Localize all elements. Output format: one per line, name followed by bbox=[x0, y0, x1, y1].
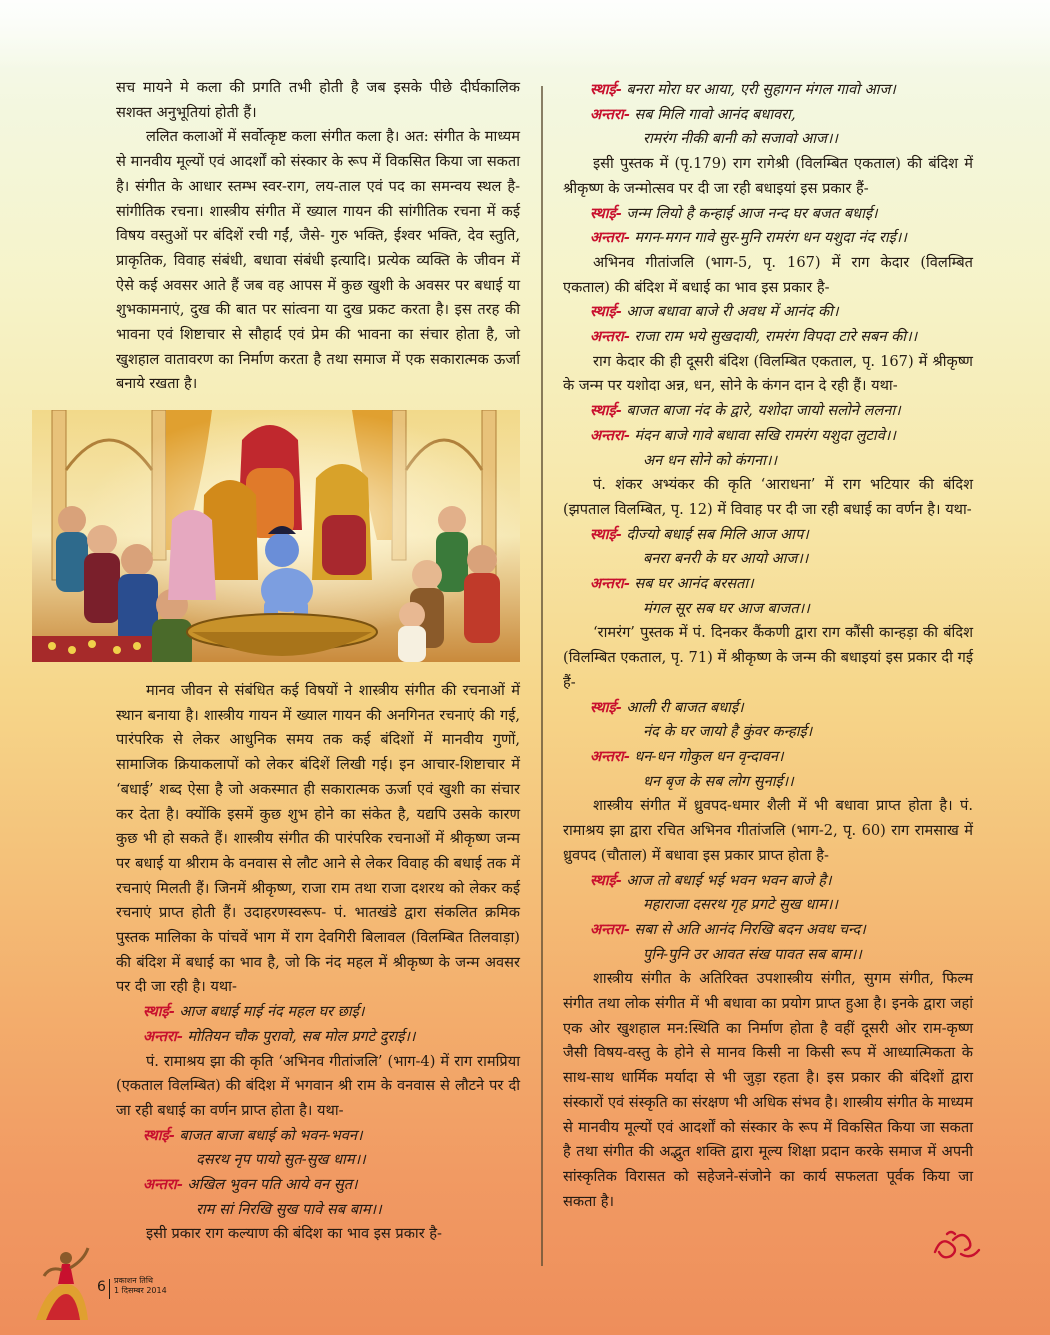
verse-label: स्थाई- bbox=[590, 871, 622, 889]
verse-label: अन्तरा- bbox=[143, 1027, 183, 1045]
verse-line bbox=[116, 1025, 520, 1050]
paragraph: राग केदार की ही दूसरी बंदिश (विलम्बित एकताल, पृ. 167) में श्रीकृष्ण के जन्म पर यशोदा अन्न, धन, सोने के कंगन दान दे रही हैं। यथा- bbox=[563, 352, 973, 395]
verse-line bbox=[563, 696, 973, 721]
verse-line bbox=[563, 893, 973, 918]
verse-label: स्थाई- bbox=[590, 303, 622, 321]
verse-line bbox=[563, 943, 973, 968]
publication-date-label: प्रकाशन तिथि bbox=[114, 1276, 154, 1285]
verse-line bbox=[563, 572, 973, 597]
verse-line bbox=[563, 325, 973, 350]
verse-text: अखिल भुवन पति आये वन सुत। bbox=[187, 1176, 358, 1194]
verse-text: आज बधाई माई नंद महल घर छाई। bbox=[179, 1003, 365, 1021]
verse-text: दीज्यो बधाई सब मिलि आज आप। bbox=[626, 525, 809, 543]
verse-line bbox=[563, 745, 973, 770]
verse-line bbox=[563, 523, 973, 548]
verse-text: धन-धन गोकुल धन वृन्दावन। bbox=[634, 747, 784, 765]
verse-text: धन बृज के सब लोग सुनाई।। bbox=[643, 772, 794, 790]
verse-text: बनरा मोरा घर आया, एरी सुहागन मंगल गावो आज। bbox=[626, 81, 896, 98]
verse-text: राम सां निरखि सुख पावे सब बाम।। bbox=[196, 1200, 382, 1218]
verse-line bbox=[116, 1173, 520, 1198]
verse-line bbox=[563, 127, 973, 152]
verse-label: अन्तरा- bbox=[590, 426, 630, 444]
verse-text: अन धन सोने को कंगना।। bbox=[643, 451, 777, 469]
paragraph: पं. रामाश्रय झा की कृति ‘अभिनव गीतांजलि’ (भाग-4) में राग रामप्रिया (एकताल विलम्बित) की बंदिश में भगवान श्री राम के वनवास से लौटने पर दी जा रही बधाई का वर्णन प्राप्त होता है। यथा- bbox=[116, 1052, 520, 1119]
verse-label: स्थाई- bbox=[590, 81, 622, 98]
dancer-illustration-icon bbox=[22, 1240, 92, 1320]
verse-line bbox=[563, 399, 973, 424]
paragraph: शास्त्रीय संगीत के अतिरिक्त उपशास्त्रीय संगीत, सुगम संगीत, फिल्म संगीत तथा लोक संगीत में भी बधावा का प्रयोग प्राप्त हुआ है। इनके द्वारा जहां एक ओर खुशहाल मन:स्थिति का निर्माण होता है वहीं दूसरी ओर राम-कृष्ण जैसी विषय-वस्तु के होने से मानव किसी ना किसी रूप में आध्यात्मिकता के साथ-साथ धार्मिक मर्यादा से भी जुड़ा रहता है। इस प्रकार की बंदिशों द्वारा संस्कारों एवं संस्कृति का संरक्षण भी अधिक संभव है। शास्त्रीय संगीत के माध्यम से मानवीय मूल्यों एवं आदर्शों को संस्कार के रूप में विकसित किया जा सकता है तथा संगीत की अद्भुत शक्ति द्वारा मूल्य शिक्षा प्रदान करके समाज में अपनी सांस्कृतिक विरासत को सहेजने-संजोने का कार्य सफलता पूर्वक किया जा सकता है। bbox=[563, 970, 973, 1210]
paragraph: ललित कलाओं में सर्वोत्कृष्ट कला संगीत कला है। अत: संगीत के माध्यम से मानवीय मूल्यों एवं आदर्शों को संस्कार के रूप में विकसित किया जा सकता है। संगीत के आधार स्तम्भ स्वर-राग, लय-ताल एवं पद का समन्वय स्थल है- सांगीतिक रचना। शास्त्रीय संगीत में ख्याल गायन की सांगीतिक रचना में कई विषय वस्तुओं पर बंदिशें रची गईं, जैसे- गुरु भक्ति, ईश्वर भक्ति, देव स्तुति, प्राकृतिक, विवाह संबंधी, बधावा संबंधी इत्यादि। प्रत्येक व्यक्ति के जीवन में ऐसे कई अवसर आते हैं जब वह आपस में कुछ खुशी के अवसर पर बधाई या शुभकामनाएं, दुख की बात पर सांत्वना या दुख प्रकट करता है। इस तरह की भावना एवं शिष्टाचार से सौहार्द एवं प्रेम की भावना का संचार होता है, जो खुशहाल वातावरण का निर्माण करता है तथा समाज में एक सकारात्मक ऊर्जा बनाये रखता है। bbox=[116, 128, 520, 393]
verse-line bbox=[116, 1124, 520, 1149]
verse-line bbox=[563, 202, 973, 227]
publication-date-value: 1 दिसम्बर 2014 bbox=[114, 1286, 167, 1295]
column-divider bbox=[541, 86, 543, 1266]
verse-text: पुनि-पुनि उर आवत संख पावत सब बाम।। bbox=[643, 945, 862, 963]
verse-text: महाराजा दसरथ गृह प्रगटे सुख धाम।। bbox=[643, 896, 838, 914]
verse-line bbox=[563, 449, 973, 474]
verse-text: मंदन बाजे गावे बधावा सखि रामरंग यशुदा लुटावे।। bbox=[634, 426, 896, 444]
paragraph: इसी पुस्तक में (पृ.179) राग रागेश्री (विलम्बित एकताल) की बंदिश में श्रीकृष्ण के जन्मोत्सव पर दी जा रही बधाइयां इस प्रकार हैं- bbox=[563, 155, 973, 197]
verse-text: रामरंग नीकी बानी को सजावो आज।। bbox=[643, 130, 838, 148]
verse-label: अन्तरा- bbox=[590, 920, 630, 938]
paragraph: पं. शंकर अभ्यंकर की कृति ‘आराधना’ में राग भटियार की बंदिश (झपताल विलम्बित, पृ. 12) में विवाह पर दी जा रही बधाई का वर्णन है। यथा- bbox=[563, 476, 973, 518]
verse-text: जन्म लियो है कन्हाई आज नन्द घर बजत बधाई। bbox=[626, 204, 878, 222]
verse-line bbox=[116, 1148, 520, 1173]
verse-text: बाजत बाजा बधाई को भवन-भवन। bbox=[179, 1126, 363, 1144]
verse-text: आली री बाजत बधाई। bbox=[626, 698, 744, 716]
verse-line bbox=[563, 226, 973, 251]
verse-line bbox=[563, 300, 973, 325]
verse-text: मगन-मगन गावे सुर-मुनि रामरंग धन यशुदा नंद राई।। bbox=[634, 229, 907, 247]
verse-text: आज बधावा बाजे री अवध में आनंद की। bbox=[626, 303, 839, 321]
paragraph: ‘रामरंग’ पुस्तक में पं. दिनकर कैंकणी द्वारा राग कौंसी कान्हड़ा की बंदिश (विलम्बित एकताल, पृ. 71) में श्रीकृष्ण के जन्म की बधाइयां इस प्रकार दी गई हैं- bbox=[563, 624, 973, 691]
verse-line bbox=[563, 720, 973, 745]
verse-label: स्थाई- bbox=[590, 698, 622, 716]
verse-text: बाजत बाजा नंद के द्वारे, यशोदा जायो सलोने ललना। bbox=[626, 402, 901, 420]
verse-label: स्थाई- bbox=[143, 1003, 175, 1021]
left-column-top bbox=[116, 76, 520, 397]
verse-text: सब मिलि गावो आनंद बधावरा, bbox=[634, 105, 796, 123]
verse-line bbox=[563, 597, 973, 622]
verse-text: मंगल सूर सब घर आज बाजत।। bbox=[643, 599, 810, 617]
verse-line bbox=[563, 103, 973, 128]
verse-label: अन्तरा- bbox=[590, 328, 630, 346]
left-column-bottom bbox=[116, 679, 520, 1247]
paragraph: सच मायने मे कला की प्रगति तभी होती है जब इसके पीछे दीर्घकालिक सशक्त अनुभूतियां होती हैं। bbox=[116, 79, 520, 121]
paragraph: इसी प्रकार राग कल्याण की बंदिश का भाव इस प्रकार है- bbox=[146, 1225, 442, 1243]
paragraph: अभिनव गीतांजलि (भाग-5, पृ. 167) में राग केदार (विलम्बित एकताल) की बंदिश में बधाई का भाव इस प्रकार है- bbox=[563, 253, 973, 296]
verse-label: स्थाई- bbox=[590, 204, 622, 222]
verse-line bbox=[563, 78, 973, 103]
verse-label: स्थाई- bbox=[143, 1126, 175, 1144]
verse-label: स्थाई- bbox=[590, 525, 622, 543]
verse-text: नंद के घर जायो है कुंवर कन्हाई। bbox=[643, 723, 813, 741]
verse-text: सब घर आनंद बरसता। bbox=[634, 575, 754, 593]
top-band bbox=[0, 0, 1050, 70]
end-ornament-icon bbox=[925, 1226, 985, 1266]
page-number-divider bbox=[109, 1279, 110, 1299]
verse-label: अन्तरा- bbox=[143, 1176, 183, 1194]
publication-date bbox=[114, 1276, 167, 1296]
right-column bbox=[563, 78, 973, 1214]
krishna-birth-painting bbox=[32, 410, 520, 662]
verse-text: दसरथ नृप पायो सुत-सुख धाम।। bbox=[196, 1151, 366, 1169]
paragraph: मानव जीवन से संबंधित कई विषयों ने शास्त्रीय संगीत की रचनाओं में स्थान बनाया है। शास्त्रीय गायन में ख्याल गायन की अनगिनत रचनाएं की गई, पारंपरिक से लेकर आधुनिक समय तक कई बंदिशों में मानवीय गुणों, सामाजिक क्रियाकलापों को लेकर बंदिशें लिखी गई। इन आचार-शिष्टाचार में ‘बधाई’ शब्द ऐसा है जो अकस्मात ही सकारात्मक ऊर्जा एवं खुशी का संचार कर देता है। क्योंकि इसमें कुछ शुभ होने का संकेत है, यद्यपि उसके कारण कुछ भी हो सकते हैं। शास्त्रीय संगीत की पारंपरिक रचनाओं में श्रीकृष्ण जन्म पर बधाई या श्रीराम के वनवास से लौट आने से लेकर विवाह की बधाई तक में रचनाएं मिलती हैं। जिनमें श्रीकृष्ण, राजा राम तथा राजा दशरथ को लेकर कई रचनाएं प्राप्त होती हैं। उदाहरणस्वरूप- पं. भातखंडे द्वारा संकलित क्रमिक पुस्तक मालिका के पांचवें भाग में राग देवगिरी बिलावल (विलम्बित तिलवाड़ा) की बंदिश में बधाई का भाव है, जो कि नंद महल में श्रीकृष्ण के जन्म अवसर पर दी जा रही है। यथा- bbox=[116, 682, 520, 996]
verse-line bbox=[116, 1198, 520, 1223]
verse-label: अन्तरा- bbox=[590, 229, 630, 247]
page-number: 6 bbox=[97, 1279, 106, 1295]
verse-text: मोतियन चौक पुरावो, सब मोल प्रगटे दुराई।। bbox=[187, 1027, 416, 1045]
verse-text: बनरा बनरी के घर आयो आज।। bbox=[643, 550, 809, 568]
verse-label: अन्तरा- bbox=[590, 575, 630, 593]
verse-label: अन्तरा- bbox=[590, 747, 630, 765]
verse-line bbox=[563, 770, 973, 795]
verse-label: अन्तरा- bbox=[590, 105, 630, 123]
paragraph: शास्त्रीय संगीत में ध्रुवपद-धमार शैली में भी बधावा प्राप्त होता है। पं. रामाश्रय झा द्वारा रचित अभिनव गीतांजलि (भाग-2, पृ. 60) राग रामसाख में ध्रुवपद (चौताल) में बधावा इस प्रकार प्राप्त होता है- bbox=[563, 797, 973, 864]
verse-line bbox=[116, 1000, 520, 1025]
verse-line bbox=[563, 918, 973, 943]
verse-line bbox=[563, 547, 973, 572]
verse-label: स्थाई- bbox=[590, 402, 622, 420]
verse-text: सबा से अति आनंद निरखि बदन अवध चन्द। bbox=[634, 920, 866, 938]
verse-line bbox=[563, 869, 973, 894]
verse-text: राजा राम भये सुखदायी, रामरंग विपदा टारे सबन की।। bbox=[634, 328, 918, 346]
verse-text: आज तो बधाई भई भवन भवन बाजे है। bbox=[626, 871, 832, 889]
verse-line bbox=[563, 424, 973, 449]
